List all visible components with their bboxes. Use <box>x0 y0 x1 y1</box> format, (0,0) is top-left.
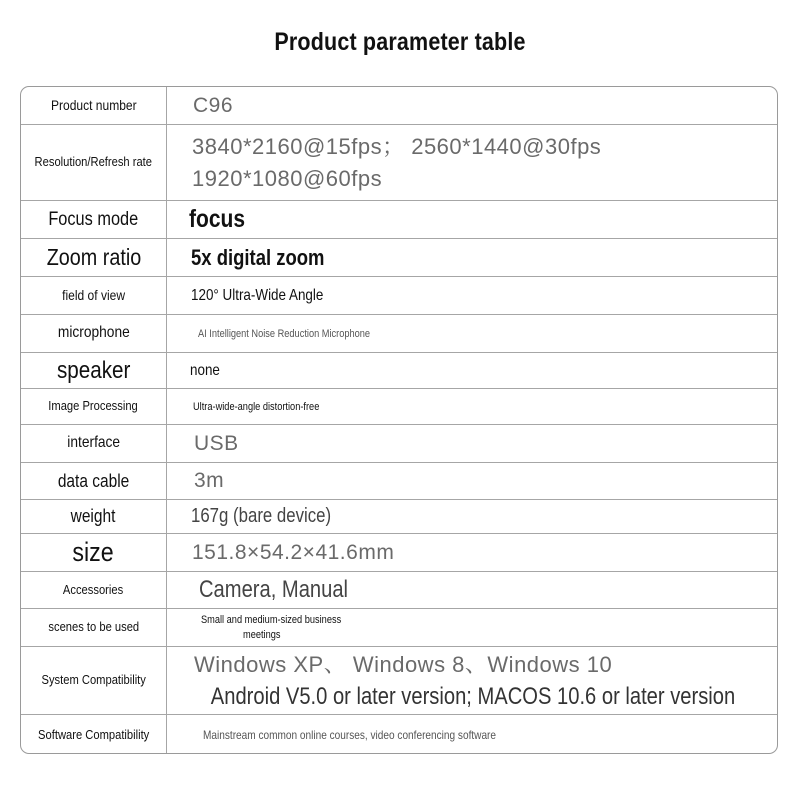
page-title: Product parameter table <box>274 28 526 56</box>
row-label: Product number <box>50 97 137 114</box>
row-label: Focus mode <box>48 208 139 230</box>
row-value: 120° Ultra-Wide Angle <box>191 286 324 304</box>
table-row-interface <box>21 425 777 463</box>
row-label: interface <box>67 434 120 452</box>
row-label: Software Compatibility <box>37 726 150 742</box>
table-row-weight <box>21 500 777 534</box>
row-value: 5x digital zoom <box>191 244 325 270</box>
table-row-size <box>21 534 777 572</box>
table-row-scenes <box>21 609 777 647</box>
row-label: Accessories <box>63 581 124 597</box>
row-value: AI Intelligent Noise Reduction Microphone <box>198 327 371 340</box>
row-value: C96 <box>193 93 234 117</box>
table-row-image-processing <box>21 389 777 425</box>
table-row-speaker <box>21 353 777 389</box>
row-value: Ultra-wide-angle distortion-free <box>193 400 320 413</box>
row-value: Camera, Manual <box>199 576 349 603</box>
row-value: 1920*1080@60fps <box>192 165 383 191</box>
row-value: 151.8×54.2×41.6mm <box>192 540 395 564</box>
row-value: 167g (bare device) <box>191 505 332 527</box>
row-value: Mainstream common online courses, video conferencing software <box>203 728 497 742</box>
row-value: meetings <box>243 628 281 641</box>
row-label: field of view <box>62 287 125 304</box>
row-label: weight <box>71 506 116 527</box>
row-label: Image Processing <box>48 398 139 414</box>
row-label: data cable <box>57 470 130 491</box>
parameter-table <box>20 86 778 754</box>
table-row-accessories <box>21 572 777 609</box>
row-value: none <box>190 361 220 379</box>
row-label: Resolution/Refresh rate <box>34 154 153 170</box>
table-row-data-cable <box>21 463 777 500</box>
table-row-field-of-view <box>21 277 777 315</box>
row-value: Small and medium-sized business <box>201 613 342 626</box>
table-row-zoom-ratio <box>21 239 777 277</box>
row-value: Android V5.0 or later version; MACOS 10.6 or later version <box>210 682 736 710</box>
table-row-microphone <box>21 315 777 353</box>
table-row-system-compatibility <box>21 647 777 715</box>
row-value: 3840*2160@15fps； 2560*1440@30fps <box>192 133 602 159</box>
row-label: System Compatibility <box>41 672 146 688</box>
row-value: USB <box>194 431 239 455</box>
row-value: 3m <box>194 469 225 492</box>
row-label: scenes to be used <box>48 619 139 635</box>
table-row-product-number <box>21 87 777 125</box>
table-row-resolution <box>21 125 777 201</box>
row-label: microphone <box>57 324 130 342</box>
table-row-software-compatibility <box>21 715 777 754</box>
row-value: focus <box>189 205 246 233</box>
row-label: Zoom ratio <box>46 244 141 271</box>
table-row-focus-mode <box>21 201 777 239</box>
row-label: speaker <box>56 356 131 384</box>
row-value: Windows XP、 Windows 8、Windows 10 <box>194 651 613 677</box>
row-label: size <box>72 536 115 567</box>
